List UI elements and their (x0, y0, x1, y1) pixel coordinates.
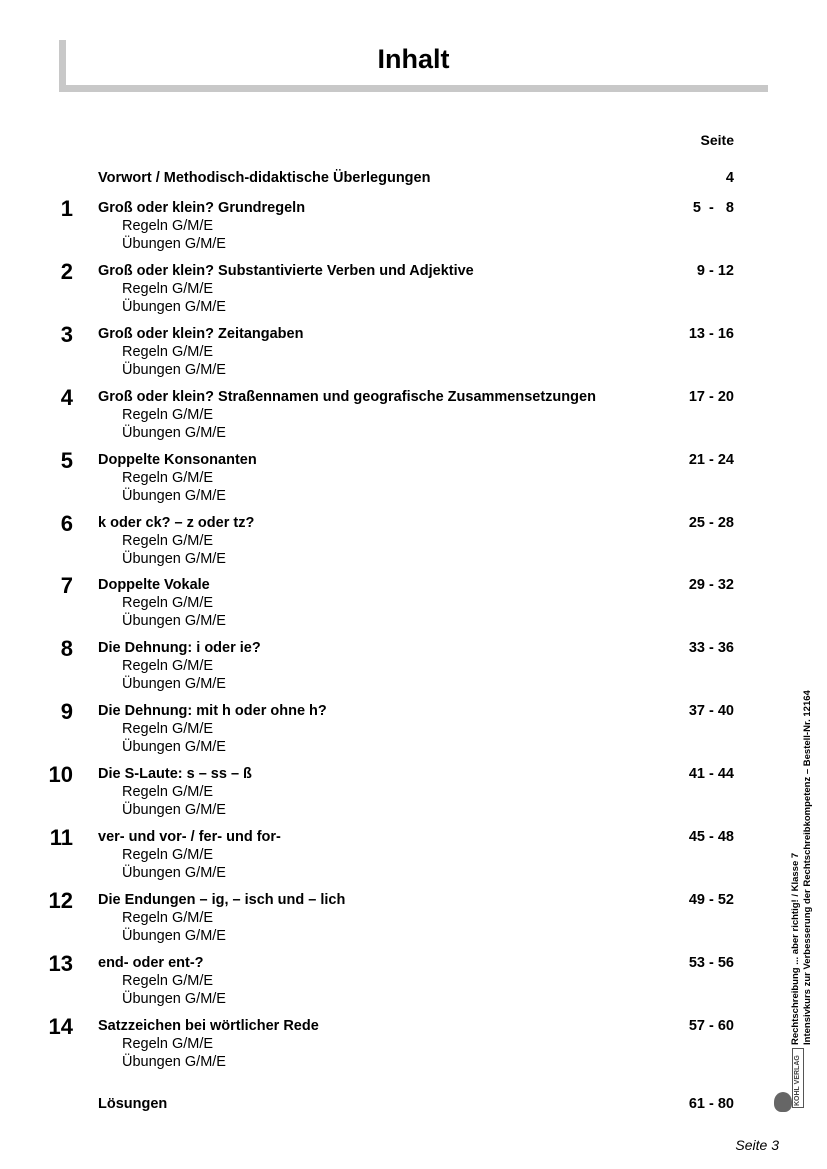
chapter-pages: 53 - 56 (688, 954, 734, 971)
sidebar-line-1: Rechtschreibung ... aber richtig! / Klasse 7 (790, 852, 801, 1045)
chapter-number: 13 (48, 950, 73, 976)
chapter-pages: 13 - 16 (688, 325, 734, 342)
chapter-sub-rules: Regeln G/M/E (122, 721, 214, 738)
chapter-pages: 29 - 32 (688, 577, 734, 594)
chapter-sub-rules: Regeln G/M/E (122, 909, 214, 926)
chapter-title: Groß oder klein? Grundregeln (98, 200, 306, 216)
chapter-number: 12 (48, 887, 73, 913)
chapter-title: Die Dehnung: i oder ie? (98, 640, 261, 657)
chapter-sub-rules: Regeln G/M/E (122, 595, 214, 612)
toc-pages: 61 - 80 (688, 1096, 734, 1112)
chapter-pages: 33 - 36 (688, 640, 734, 657)
chapter-number: 11 (49, 825, 73, 850)
chapter-title: Doppelte Vokale (98, 577, 210, 594)
chapter-sub-rules: Regeln G/M/E (122, 280, 214, 297)
chapter-number: 6 (60, 510, 73, 536)
chapter-sub-exercises: Übungen G/M/E (122, 550, 226, 567)
chapter-number: 3 (60, 321, 73, 347)
toc-pages: 4 (725, 170, 734, 186)
chapter-sub-rules: Regeln G/M/E (122, 469, 214, 486)
chapter-pages: 21 - 24 (688, 451, 734, 468)
chapter-number: 4 (60, 384, 73, 410)
chapter-pages: 17 - 20 (688, 388, 734, 405)
chapter-title: k oder ck? – z oder tz? (98, 514, 255, 531)
chapter-title: end- oder ent-? (98, 954, 204, 971)
chapter-sub-rules: Regeln G/M/E (122, 658, 214, 675)
chapter-number: 9 (60, 699, 73, 725)
chapter-sub-exercises: Übungen G/M/E (122, 361, 226, 378)
chapter-sub-rules: Regeln G/M/E (122, 972, 214, 989)
chapter-pages: 5 - 8 (692, 200, 734, 216)
page-title: Inhalt (377, 44, 450, 74)
chapter-sub-exercises: Übungen G/M/E (122, 487, 226, 504)
chapter-sub-exercises: Übungen G/M/E (122, 802, 226, 819)
chapter-number: 8 (60, 636, 73, 662)
chapter-sub-exercises: Übungen G/M/E (122, 298, 226, 315)
chapter-sub-exercises: Übungen G/M/E (122, 424, 226, 441)
chapter-pages: 37 - 40 (688, 703, 734, 720)
sidebar-line-2: Intensivkurs zur Verbesserung der Rechtschreibkompetenz – Bestell-Nr. 12164 (802, 690, 813, 1045)
chapter-sub-rules: Regeln G/M/E (122, 343, 214, 360)
chapter-sub-rules: Regeln G/M/E (122, 1035, 214, 1052)
chapter-sub-rules: Regeln G/M/E (122, 847, 214, 863)
chapter-number: 14 (48, 1013, 73, 1039)
chapter-title: Groß oder klein? Substantivierte Verben und Adjektive (98, 262, 474, 279)
chapter-sub-exercises: Übungen G/M/E (122, 990, 226, 1007)
chapter-number: 2 (60, 258, 73, 284)
publisher-logo (772, 1048, 808, 1116)
chapter-sub-exercises: Übungen G/M/E (122, 739, 226, 756)
chapter-number: 1 (60, 196, 73, 221)
chapter-pages: 41 - 44 (688, 766, 734, 783)
page-number: Seite 3 (735, 1137, 779, 1153)
chapter-sub-rules: Regeln G/M/E (122, 406, 214, 423)
sidebar-text (790, 690, 814, 1045)
chapter-number: 5 (60, 447, 73, 473)
chapter-sub-exercises: Übungen G/M/E (122, 613, 226, 630)
chapter-sub-exercises: Übungen G/M/E (122, 865, 226, 881)
chapter-title: ver- und vor- / fer- und for- (98, 829, 281, 845)
toc-heading: Vorwort / Methodisch-didaktische Überlegungen (98, 170, 431, 186)
chapter-sub-rules: Regeln G/M/E (122, 784, 214, 801)
chapter-title: Groß oder klein? Zeitangaben (98, 325, 304, 342)
chapter-title: Groß oder klein? Straßennamen und geografische Zusammensetzungen (98, 388, 596, 405)
chapter-title: Die Dehnung: mit h oder ohne h? (98, 703, 327, 720)
chapter-sub-exercises: Übungen G/M/E (122, 927, 226, 944)
logo-text: KOHL VERLAG (794, 1055, 801, 1106)
chapter-title: Die S-Laute: s – ss – ß (98, 766, 252, 783)
toc-heading: Lösungen (98, 1096, 168, 1112)
chapter-pages: 9 - 12 (696, 262, 734, 279)
chapter-sub-rules: Regeln G/M/E (122, 218, 214, 234)
chapter-sub-rules: Regeln G/M/E (122, 532, 214, 549)
chapter-sub-exercises: Übungen G/M/E (122, 1053, 226, 1070)
chapter-sub-exercises: Übungen G/M/E (122, 236, 226, 252)
page-column-header: Seite (700, 132, 734, 148)
chapter-number: 10 (48, 762, 73, 788)
chapter-pages: 25 - 28 (688, 514, 734, 531)
chapter-sub-exercises: Übungen G/M/E (122, 676, 226, 693)
chapter-pages: 45 - 48 (688, 829, 734, 845)
sidebar-publication-info (770, 655, 813, 1045)
chapter-title: Doppelte Konsonanten (98, 451, 257, 468)
chapter-title: Satzzeichen bei wörtlicher Rede (98, 1017, 319, 1034)
chapter-pages: 57 - 60 (688, 1017, 734, 1034)
chapter-number: 7 (60, 573, 73, 599)
tree-icon (774, 1092, 792, 1112)
chapter-title: Die Endungen – ig, – isch und – lich (98, 891, 346, 908)
chapter-pages: 49 - 52 (688, 891, 734, 908)
